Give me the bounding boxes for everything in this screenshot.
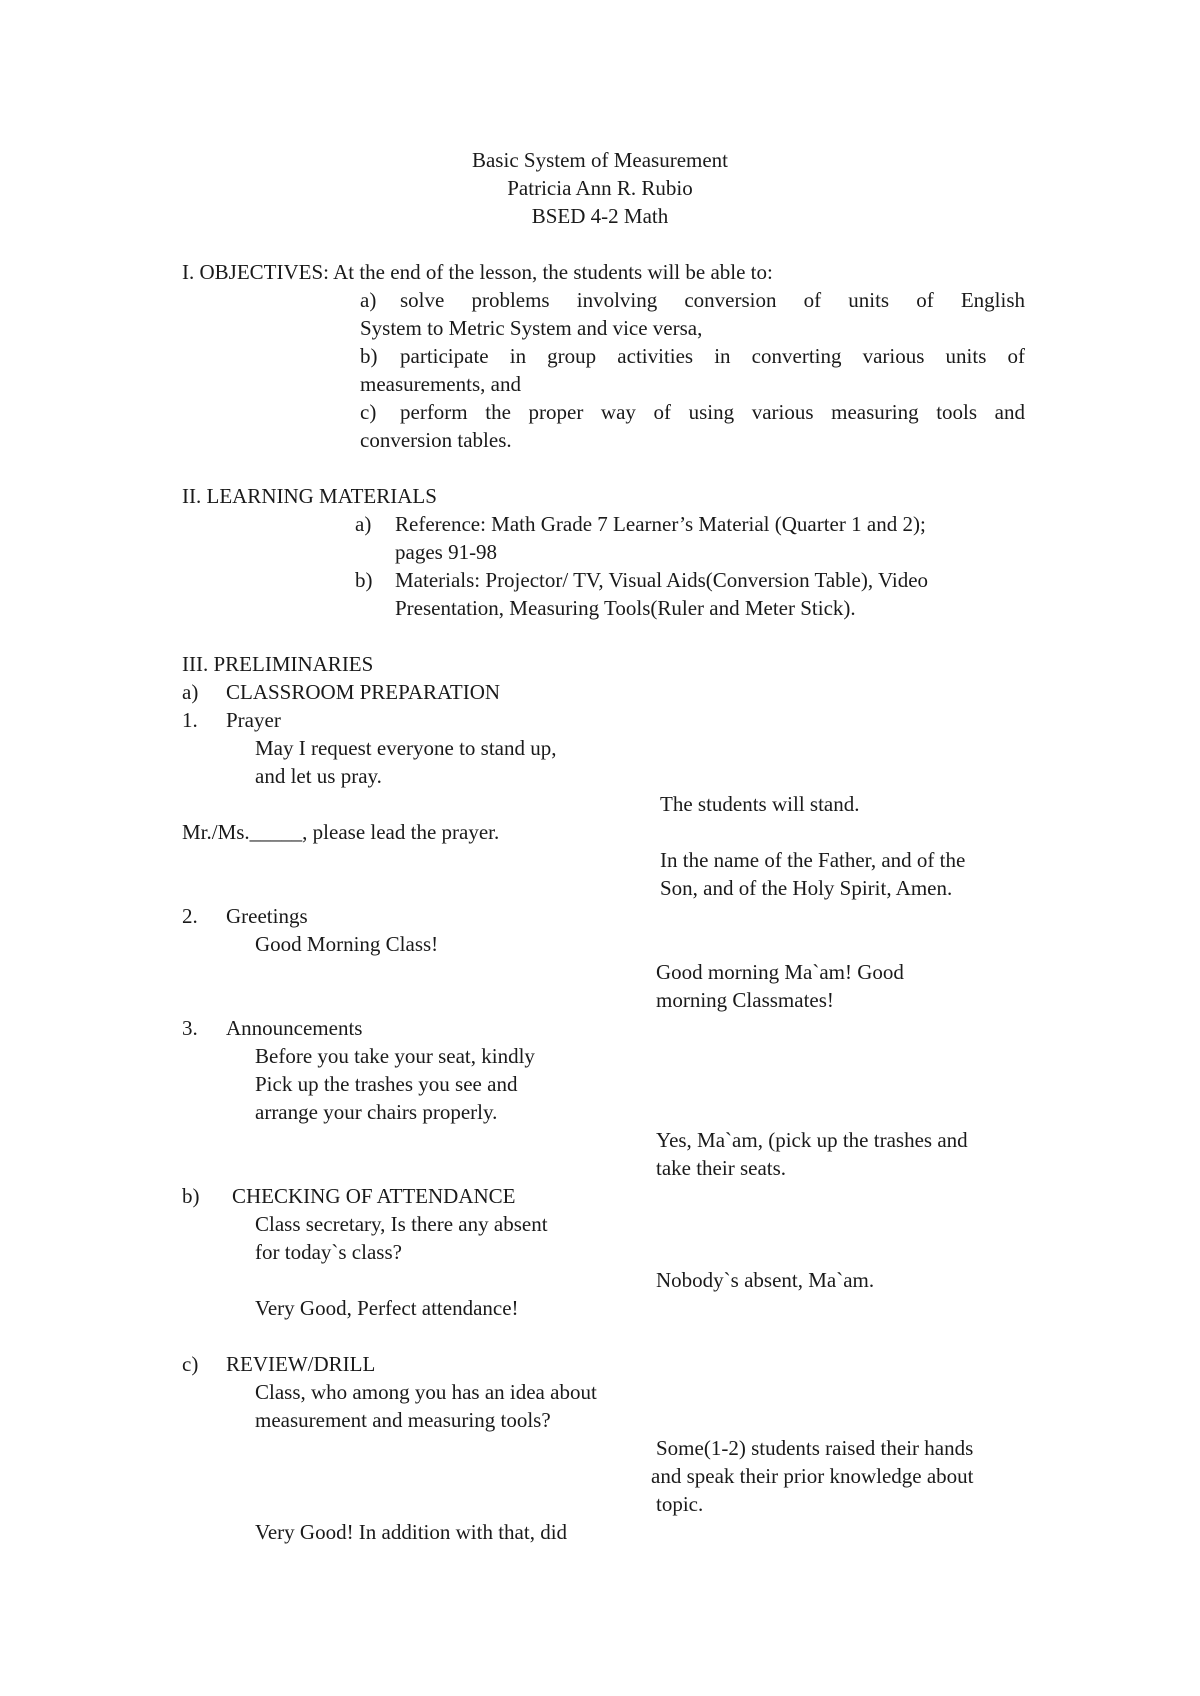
teacher-line: May I request everyone to stand up, — [255, 736, 557, 760]
objective-b-text: participate in group activities in converting various units of — [400, 344, 1025, 368]
teacher-line: Pick up the trashes you see and — [255, 1072, 518, 1096]
material-b-marker: b) — [355, 568, 373, 592]
student-response: morning Classmates! — [656, 988, 834, 1012]
classroom-prep-label: CLASSROOM PREPARATION — [226, 680, 501, 704]
teacher-line: measurement and measuring tools? — [255, 1408, 551, 1432]
attendance-marker: b) — [182, 1184, 200, 1208]
student-response: The students will stand. — [660, 792, 860, 816]
materials-heading: II. LEARNING MATERIALS — [182, 484, 437, 508]
objective-c-text: perform the proper way of using various measuring tools and — [400, 400, 1025, 424]
teacher-line: for today`s class? — [255, 1240, 402, 1264]
prayer-label: Prayer — [226, 708, 281, 732]
material-b-continuation: Presentation, Measuring Tools(Ruler and Meter Stick). — [395, 596, 856, 620]
student-response: topic. — [656, 1492, 704, 1516]
student-response: Good morning Ma`am! Good — [656, 960, 904, 984]
document-title: Basic System of Measurement — [471, 148, 729, 172]
teacher-line: Class, who among you has an idea about — [255, 1380, 597, 1404]
student-response: Nobody`s absent, Ma`am. — [656, 1268, 875, 1292]
teacher-line: Mr./Ms._____, please lead the prayer. — [182, 820, 500, 844]
classroom-prep-marker: a) — [182, 680, 199, 704]
teacher-line: Very Good! In addition with that, did — [255, 1520, 568, 1544]
student-response: take their seats. — [656, 1156, 787, 1180]
objective-b-continuation: measurements, and — [360, 372, 521, 396]
greetings-label: Greetings — [226, 904, 308, 928]
material-b-text: Materials: Projector/ TV, Visual Aids(Conversion Table), Video — [395, 568, 929, 592]
greetings-marker: 2. — [182, 904, 198, 928]
announcements-marker: 3. — [182, 1016, 198, 1040]
prayer-marker: 1. — [182, 708, 198, 732]
course-section: BSED 4-2 Math — [531, 204, 669, 228]
review-label: REVIEW/DRILL — [226, 1352, 376, 1376]
attendance-label: CHECKING OF ATTENDANCE — [232, 1184, 516, 1208]
teacher-line: arrange your chairs properly. — [255, 1100, 498, 1124]
objective-a-text: solve problems involving conversion of units of English — [400, 288, 1025, 312]
material-a-continuation: pages 91-98 — [395, 540, 498, 564]
objective-c-marker: c) — [360, 400, 377, 424]
teacher-line: Class secretary, Is there any absent — [255, 1212, 548, 1236]
material-a-marker: a) — [355, 512, 372, 536]
teacher-line: Very Good, Perfect attendance! — [255, 1296, 519, 1320]
teacher-line: and let us pray. — [255, 764, 382, 788]
objectives-heading: I. OBJECTIVES: At the end of the lesson, the students will be able to: — [182, 260, 773, 284]
student-response: In the name of the Father, and of the — [660, 848, 966, 872]
student-response: Son, and of the Holy Spirit, Amen. — [660, 876, 953, 900]
student-response: Some(1-2) students raised their hands — [656, 1436, 974, 1460]
announcements-label: Announcements — [226, 1016, 363, 1040]
objective-a-marker: a) — [360, 288, 377, 312]
preliminaries-heading: III. PRELIMINARIES — [182, 652, 374, 676]
student-response: Yes, Ma`am, (pick up the trashes and — [656, 1128, 968, 1152]
objective-b-marker: b) — [360, 344, 378, 368]
teacher-line: Good Morning Class! — [255, 932, 439, 956]
teacher-line: Before you take your seat, kindly — [255, 1044, 535, 1068]
objective-c-continuation: conversion tables. — [360, 428, 512, 452]
material-a-text: Reference: Math Grade 7 Learner’s Material (Quarter 1 and 2); — [395, 512, 926, 536]
student-response: and speak their prior knowledge about — [651, 1464, 974, 1488]
objective-a-continuation: System to Metric System and vice versa, — [360, 316, 703, 340]
review-marker: c) — [182, 1352, 199, 1376]
author-name: Patricia Ann R. Rubio — [507, 176, 693, 200]
